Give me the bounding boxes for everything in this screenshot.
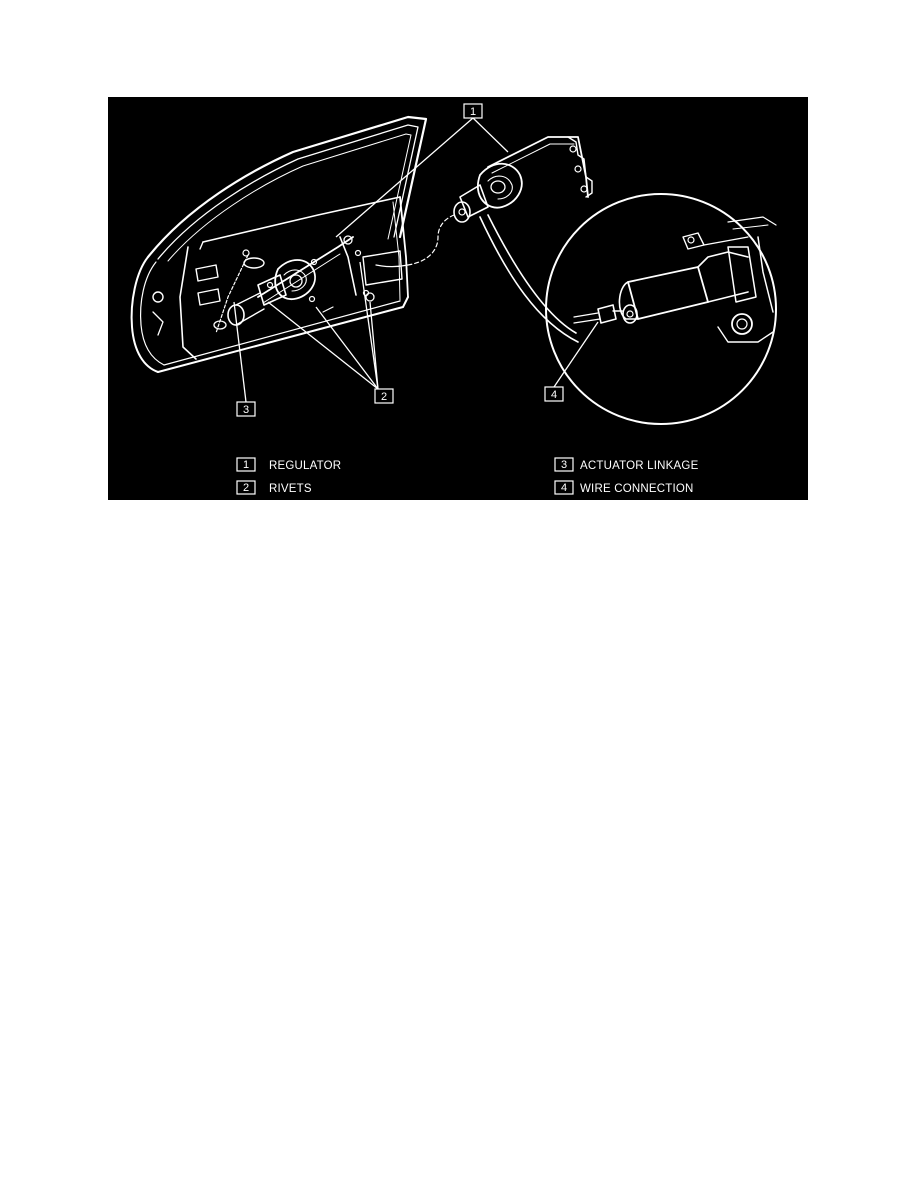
svg-text:2: 2 [242, 482, 250, 494]
svg-text:1: 1 [469, 106, 477, 118]
diagram-canvas [108, 97, 808, 500]
svg-text:REGULATOR: REGULATOR [269, 460, 342, 472]
svg-text:ACTUATOR LINKAGE: ACTUATOR LINKAGE [580, 460, 699, 472]
svg-text:2: 2 [380, 391, 388, 403]
svg-text:4: 4 [560, 482, 568, 494]
callout-4 [545, 387, 563, 401]
callout-2 [375, 389, 393, 403]
door-regulator-figure [108, 97, 808, 500]
callout-1 [464, 104, 482, 118]
svg-text:WIRE CONNECTION: WIRE CONNECTION [580, 483, 694, 495]
svg-text:4: 4 [550, 389, 558, 401]
legend-item-rivets [237, 481, 312, 495]
callout-3 [237, 402, 255, 416]
svg-text:3: 3 [242, 404, 250, 416]
figure-background [108, 97, 808, 500]
svg-text:RIVETS: RIVETS [269, 483, 312, 495]
svg-text:3: 3 [560, 459, 568, 471]
svg-text:1: 1 [242, 459, 250, 471]
